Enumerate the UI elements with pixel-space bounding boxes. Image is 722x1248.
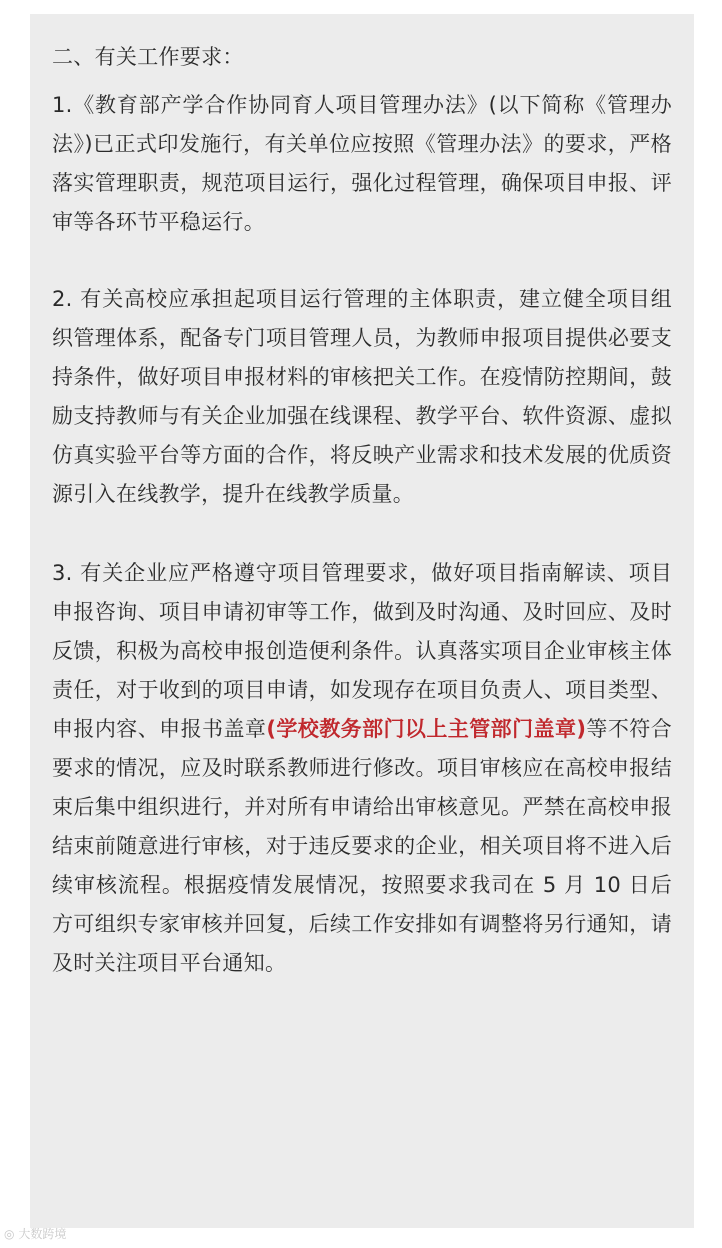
seal-requirement-highlight: (学校教务部门以上主管部门盖章) (266, 717, 587, 741)
paragraph-spacer (52, 514, 672, 554)
section-heading: 二、有关工作要求： (52, 45, 244, 69)
watermark-logo (4, 1225, 66, 1242)
requirement-item-1: 1.《教育部产学合作协同育人项目管理办法》(以下简称《管理办法》)已正式印发施行，有关单位应按照《管理办法》的要求，严格落实管理职责，规范项目运行，强化过程管理，确保项目申报、评审等各环节平稳运行。 (52, 93, 672, 234)
paragraph-spacer (52, 242, 672, 280)
item-3-text-before: 3. 有关企业应严格遵守项目管理要求，做好项目指南解读、项目申报咨询、项目申请初审等工作，做到及时沟通、及时回应、及时反馈，积极为高校申报创造便利条件。认真落实项目企业审核主体责任，对于收到的项目申请，如发现存在项目负责人、项目类型、申报内容、申报书盖章 (52, 561, 672, 741)
content-card (30, 14, 694, 1228)
item-3-text-after: 等不符合要求的情况，应及时联系教师进行修改。项目审核应在高校申报结束后集中组织进行，并对所有申请给出审核意见。严禁在高校申报结束前随意进行审核，对于违反要求的企业，相关项目将不进入后续审核流程。根据疫情发展情况，按照要求我司在 5 月 10 日后方可组织专家审核并回复，后续工作安排如有调整将另行通知，请及时关注项目平台通知。 (52, 717, 673, 975)
watermark-text: 大数跨境 (18, 1227, 67, 1241)
requirement-item-3 (52, 554, 672, 983)
watermark-icon: ◎ (4, 1227, 15, 1241)
requirement-item-2: 2. 有关高校应承担起项目运行管理的主体职责，建立健全项目组织管理体系，配备专门项目管理人员，为教师申报项目提供必要支持条件，做好项目申报材料的审核把关工作。在疫情防控期间，鼓励支持教师与有关企业加强在线课程、教学平台、软件资源、虚拟仿真实验平台等方面的合作，将反映产业需求和技术发展的优质资源引入在线教学，提升在线教学质量。 (52, 287, 672, 506)
